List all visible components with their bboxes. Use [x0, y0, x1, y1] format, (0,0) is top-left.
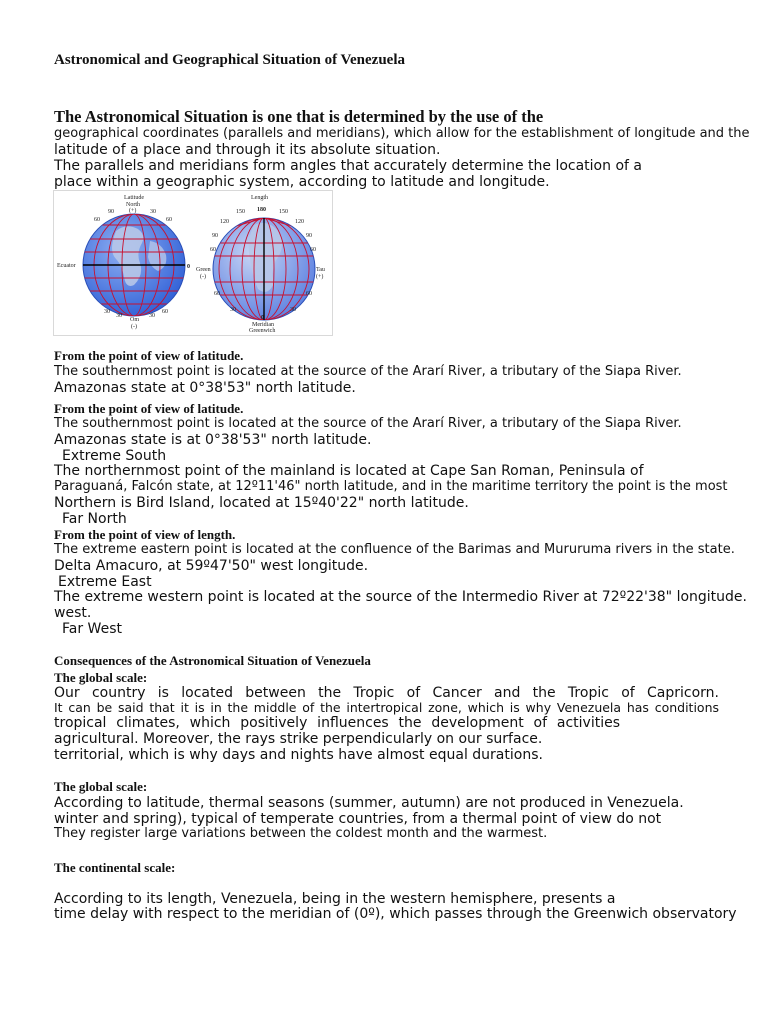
intro-heading: The Astronomical Situation is one that is determined by the use of the	[54, 107, 544, 126]
global-scale-heading-2: The global scale:	[54, 779, 148, 794]
north-text-a: The northernmost point of the mainland is located at Cape San Roman, Peninsula of	[54, 463, 644, 479]
left-globe-tick: 30	[149, 313, 155, 319]
right-globe-zero: 0	[261, 315, 264, 321]
north-text-b: Paraguaná, Falcón state, at 12º11'46" north latitude, and in the maritime territory the point is the most	[54, 479, 728, 494]
global-text-1e: territorial, which is why days and nights have almost equal durations.	[54, 747, 543, 763]
continental-scale-heading: The continental scale:	[54, 860, 176, 875]
global-text-2a: According to latitude, thermal seasons (summer, autumn) are not produced in Venezuela.	[54, 795, 684, 811]
left-globe-tick: 90	[108, 209, 114, 215]
global-text-1a: Our country is located between the Tropic of Cancer and the Tropic of Capricorn.	[54, 685, 719, 701]
far-north-label: Far North	[62, 511, 127, 527]
continental-text-b: time delay with respect to the meridian of (0º), which passes through the Greenwich observatory	[54, 906, 737, 922]
east-text-b: Delta Amacuro, at 59º47'50" west longitude.	[54, 558, 369, 574]
global-scale-heading-1: The global scale:	[54, 670, 148, 685]
latitude-text-1a: The southernmost point is located at the source of the Ararí River, a tributary of the Siapa River.	[54, 364, 682, 379]
west-text-a: The extreme western point is located at the source of the Intermedio River at 72º22'38" longitude.	[54, 589, 747, 605]
right-globe-tick: 150	[236, 209, 245, 215]
latitude-text-2b: Amazonas state is at 0°38'53" north latitude.	[54, 432, 372, 448]
right-globe-right-label2: (+)	[316, 274, 324, 280]
intro-line-1: geographical coordinates (parallels and meridians), which allow for the establishment of longitude and the	[54, 126, 750, 141]
north-text-c: Northern is Bird Island, located at 15º40'22" north latitude.	[54, 495, 469, 511]
left-globe-tick: 60	[162, 309, 168, 315]
right-globe-left-label: Green	[196, 267, 211, 273]
right-globe-tick: 30	[290, 307, 296, 313]
intro-line-4: place within a geographic system, according to latitude and longitude.	[54, 174, 550, 190]
left-globe-top-label2: North	[126, 202, 140, 208]
left-globe-tick: 30	[104, 309, 110, 315]
intro-line-3: The parallels and meridians form angles that accurately determine the location of a	[54, 158, 642, 174]
globe-coordinates-figure	[53, 190, 333, 336]
document-title: Astronomical and Geographical Situation of Venezuela	[54, 52, 405, 68]
global-text-1b: It can be said that it is in the middle of the intertropical zone, which is why Venezuela has conditions	[54, 700, 719, 715]
right-globe-tick: 120	[295, 219, 304, 225]
right-globe-tick: 60	[306, 291, 312, 297]
left-globe-bottom-label: Om	[130, 317, 139, 323]
right-globe-bottom-label2: Greenwich	[249, 328, 276, 334]
global-text-2c: They register large variations between the coldest month and the warmest.	[54, 826, 548, 841]
left-globe-tick: 60	[94, 217, 100, 223]
extreme-east-label: Extreme East	[58, 574, 152, 590]
right-globe-left-label2: (-)	[200, 274, 206, 280]
left-globe-tick: 30	[150, 209, 156, 215]
left-globe-top-label: Latitude	[124, 195, 144, 201]
right-globe-tick: 60	[210, 247, 216, 253]
left-globe-top-sign: (+)	[129, 208, 137, 214]
global-text-1c: tropical climates, which positively influences the development of activities	[54, 715, 620, 731]
right-globe-tick: 60	[310, 247, 316, 253]
right-globe-tick: 120	[220, 219, 229, 225]
right-globe-right-label: Tau	[316, 267, 325, 273]
right-globe-tick: 60	[214, 291, 220, 297]
right-globe-bottom-label: Meridian	[252, 322, 274, 328]
left-globe-equator-label: Ecuator	[57, 263, 76, 269]
left-globe-bottom-sign: (-)	[131, 324, 137, 330]
latitude-globe	[57, 195, 190, 330]
right-globe-tick: 150	[279, 209, 288, 215]
continental-text-a: According to its length, Venezuela, being in the western hemisphere, presents a	[54, 891, 616, 907]
west-text-b: west.	[54, 605, 92, 621]
far-west-label: Far West	[62, 621, 122, 637]
latitude-heading-1: From the point of view of latitude.	[54, 348, 244, 363]
latitude-heading-2: From the point of view of latitude.	[54, 401, 244, 416]
right-globe-tick: 30	[230, 307, 236, 313]
right-globe-top-value: 180	[257, 207, 266, 213]
left-globe-tick: 30	[116, 313, 122, 319]
global-text-1d: agricultural. Moreover, the rays strike perpendicularly on our surface.	[54, 731, 543, 747]
latitude-text-1b: Amazonas state at 0°38'53" north latitude.	[54, 380, 356, 396]
latitude-text-2a: The southernmost point is located at the source of the Ararí River, a tributary of the Siapa River.	[54, 416, 682, 431]
right-globe-tick: 90	[306, 233, 312, 239]
left-globe-tick: 60	[166, 217, 172, 223]
consequences-heading: Consequences of the Astronomical Situation of Venezuela	[54, 653, 371, 668]
global-text-2b: winter and spring), typical of temperate countries, from a thermal point of view do not	[54, 811, 662, 827]
east-text-a: The extreme eastern point is located at the confluence of the Barimas and Mururuma rivers in the state.	[54, 542, 735, 557]
intro-line-2: latitude of a place and through it its absolute situation.	[54, 142, 441, 158]
right-globe-top-label: Length	[251, 195, 268, 201]
left-globe-zero: 0	[187, 264, 190, 270]
length-heading: From the point of view of length.	[54, 527, 236, 542]
extreme-south-label: Extreme South	[62, 448, 167, 464]
right-globe-tick: 90	[212, 233, 218, 239]
longitude-globe	[196, 195, 325, 334]
